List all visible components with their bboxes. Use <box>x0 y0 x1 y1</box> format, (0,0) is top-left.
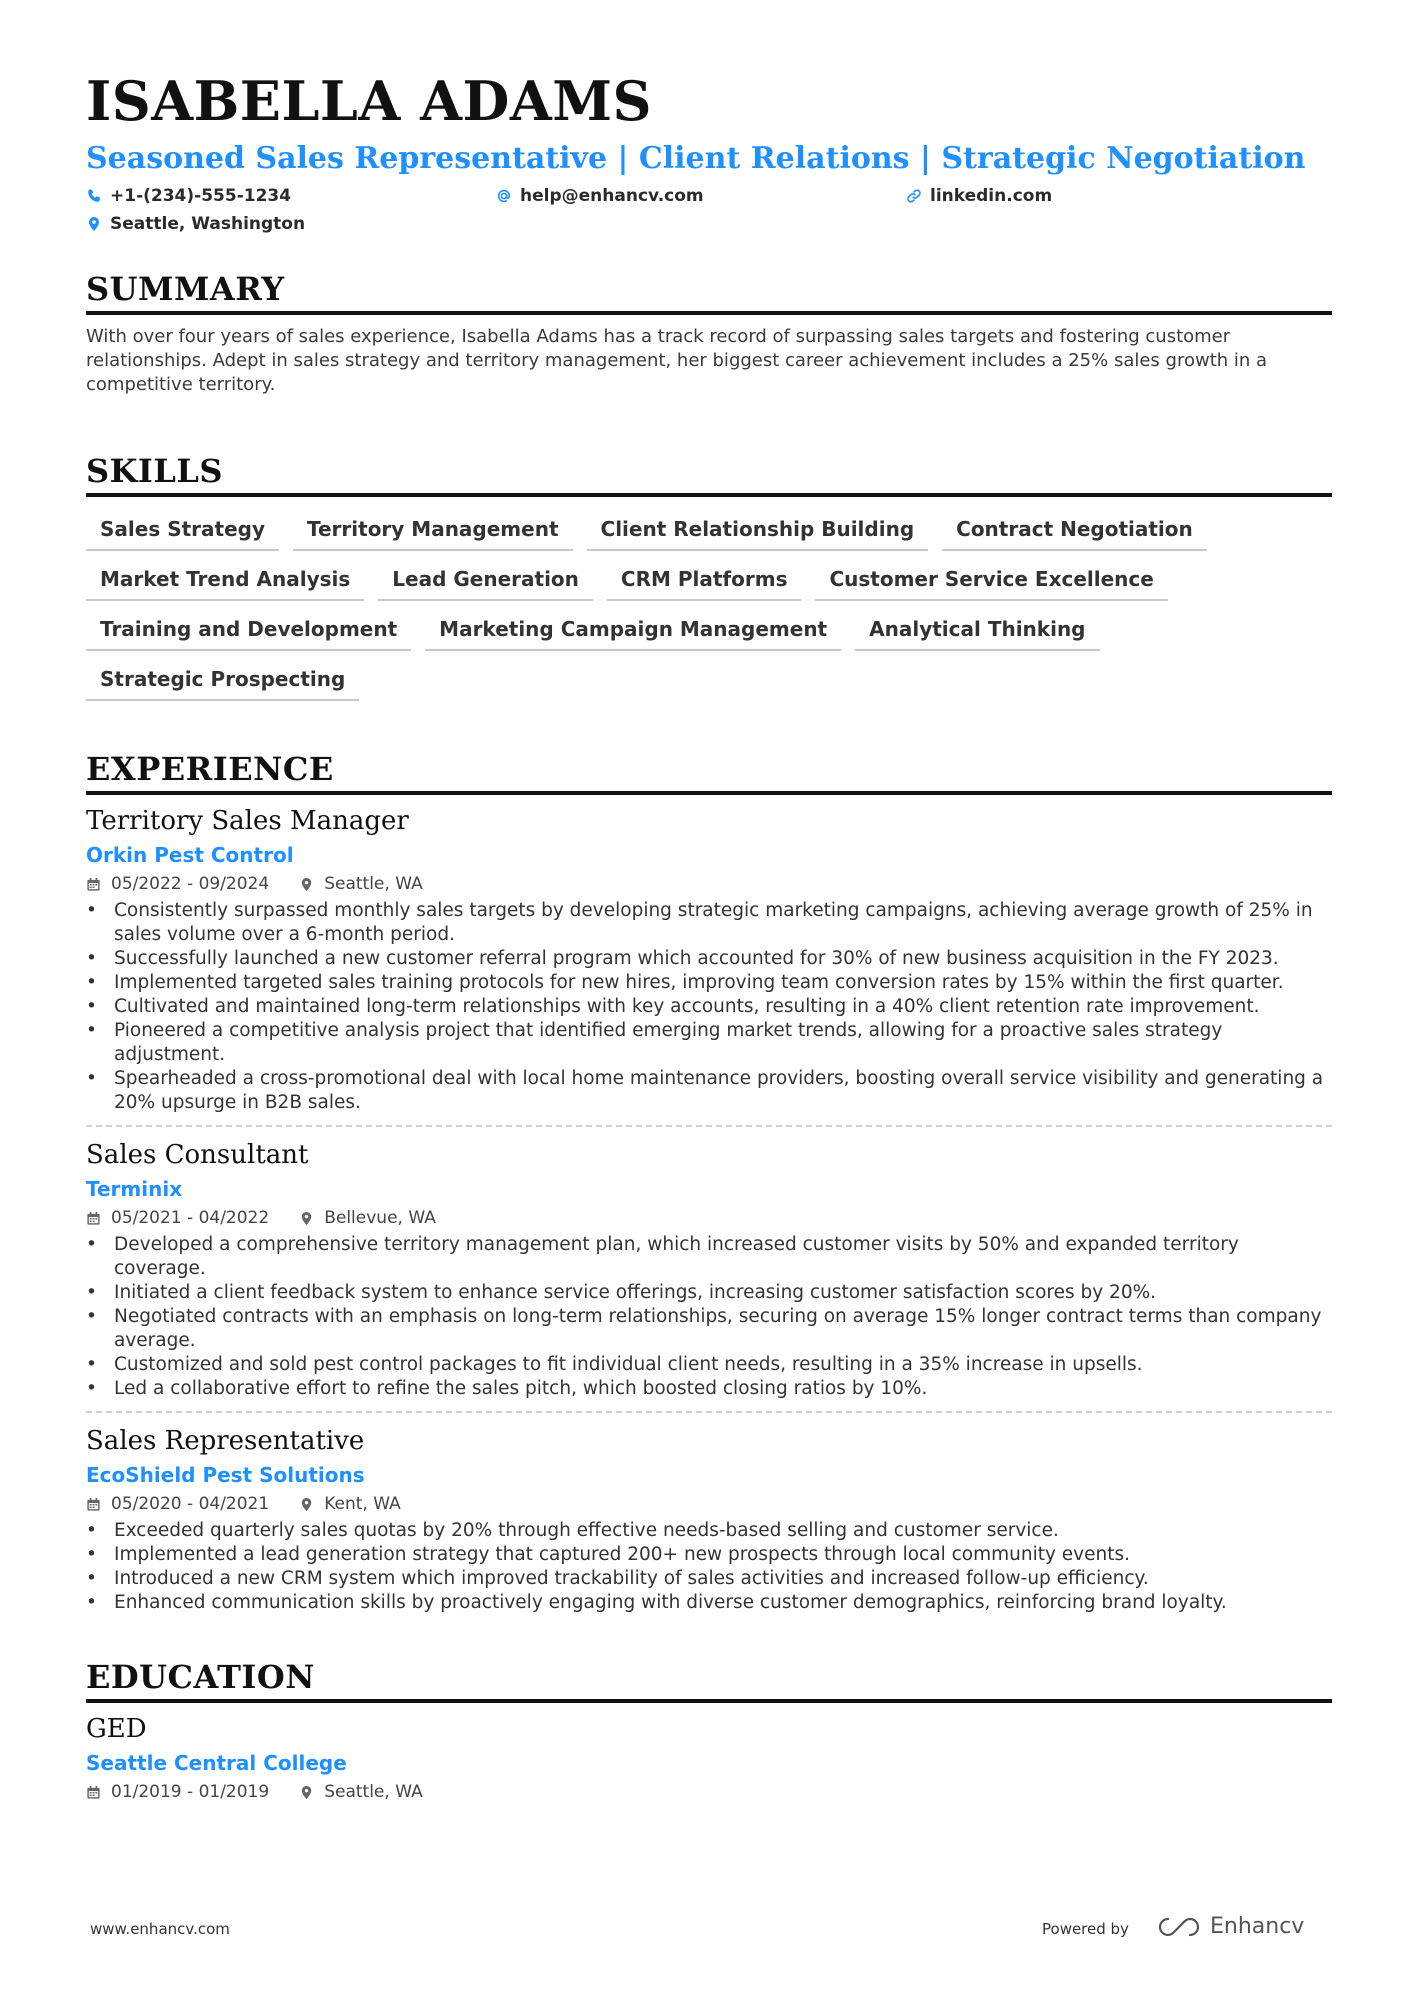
enhancv-logo-icon <box>1156 1915 1202 1939</box>
contact-phone[interactable] <box>86 185 496 207</box>
list-item: • Led a collaborative effort to refine the sales pitch, which boosted closing ratios by 10%. <box>86 1377 1332 1401</box>
contact-info <box>86 185 1332 235</box>
job-location-text: Seattle, WA <box>324 874 423 894</box>
summary-heading: SUMMARY <box>86 273 1332 315</box>
skill-tag: CRM Platforms <box>607 559 802 601</box>
linkedin-text: linkedin.com <box>930 186 1053 206</box>
calendar-icon <box>86 1497 101 1512</box>
job-entry <box>86 1411 1332 1625</box>
job-dates: 05/2022 - 09/2024 <box>111 874 270 894</box>
summary-text: With over four years of sales experience, Isabella Adams has a track record of surpassing sales targets and fostering customer relationships. Adept in sales strategy and territory management, her biggest career achievement includes a 25% sales growth in a competitive territory. <box>86 326 1268 395</box>
enhancv-brand[interactable] <box>1156 1914 1304 1939</box>
skill-tag: Territory Management <box>293 509 573 551</box>
resume-page <box>86 69 1332 1803</box>
list-item: • Pioneered a competitive analysis project that identified emerging market trends, allowing for a proactive sales strategy adjustment. <box>86 1019 1332 1067</box>
job-title: Sales Consultant <box>86 1140 309 1170</box>
skill-tag: Marketing Campaign Management <box>425 609 841 651</box>
experience-section <box>86 750 1332 1625</box>
skill-tag: Market Trend Analysis <box>86 559 364 601</box>
footer-url-link[interactable]: www.enhancv.com <box>90 1920 230 1938</box>
page-footer <box>90 1916 1330 1946</box>
job-entry <box>86 1125 1332 1411</box>
contact-email[interactable] <box>496 185 906 207</box>
list-item: • Successfully launched a new customer referral program which accounted for 30% of new business acquisition in the FY 2023. <box>86 947 1332 971</box>
headline: Seasoned Sales Representative | Client Relations | Strategic Negotiation <box>86 141 1306 176</box>
list-item: • Implemented a lead generation strategy that captured 200+ new prospects through local community events. <box>86 1543 1332 1567</box>
education-heading: EDUCATION <box>86 1661 1332 1703</box>
skill-tag: Lead Generation <box>378 559 593 601</box>
job-location <box>299 873 423 895</box>
education-section <box>86 1658 1332 1803</box>
contact-linkedin[interactable] <box>906 185 1316 207</box>
list-item: • Cultivated and maintained long-term relationships with key accounts, resulting in a 40% client retention rate improvement. <box>86 995 1332 1019</box>
list-item: • Introduced a new CRM system which improved trackability of sales activities and increased follow-up efficiency. <box>86 1567 1332 1591</box>
skill-tag: Sales Strategy <box>86 509 279 551</box>
skill-tag: Customer Service Excellence <box>815 559 1167 601</box>
job-title: Territory Sales Manager <box>86 806 409 836</box>
list-item: • Consistently surpassed monthly sales targets by developing strategic marketing campaigns, achieving average growth of 25% in sales volume over a 6-month period. <box>86 899 1332 947</box>
list-item: • Developed a comprehensive territory management plan, which increased customer visits by 50% and expanded territory coverage. <box>86 1233 1332 1281</box>
education-dates: 01/2019 - 01/2019 <box>111 1782 270 1802</box>
contact-location <box>86 213 496 235</box>
location-pin-icon <box>299 1785 314 1800</box>
job-meta <box>86 1493 1332 1515</box>
education-location-text: Seattle, WA <box>324 1782 423 1802</box>
company-name: Orkin Pest Control <box>86 843 294 867</box>
location-pin-icon <box>299 877 314 892</box>
education-location <box>299 1781 423 1803</box>
job-dates: 05/2020 - 04/2021 <box>111 1494 270 1514</box>
skills-section <box>86 452 1332 709</box>
list-item: • Exceeded quarterly sales quotas by 20% through effective needs-based selling and customer service. <box>86 1519 1332 1543</box>
skill-tag: Analytical Thinking <box>855 609 1099 651</box>
job-entry <box>86 805 1332 1125</box>
phone-icon <box>86 188 102 204</box>
list-item: • Customized and sold pest control packages to fit individual client needs, resulting in a 35% increase in upsells. <box>86 1353 1332 1377</box>
job-bullets <box>86 1233 1332 1401</box>
list-item: • Enhanced communication skills by proactively engaging with diverse customer demographics, reinforcing brand loyalty. <box>86 1591 1332 1615</box>
job-location <box>299 1207 436 1229</box>
job-location-text: Kent, WA <box>324 1494 401 1514</box>
job-meta <box>86 1207 1332 1229</box>
job-bullets <box>86 899 1332 1115</box>
list-item: • Implemented targeted sales training protocols for new hires, improving team conversion rates by 15% within the first quarter. <box>86 971 1332 995</box>
job-location <box>299 1493 401 1515</box>
candidate-name: ISABELLA ADAMS <box>86 69 652 133</box>
school-name: Seattle Central College <box>86 1751 347 1775</box>
calendar-icon <box>86 1785 101 1800</box>
link-icon <box>906 188 922 204</box>
skill-tag: Training and Development <box>86 609 411 651</box>
location-pin-icon <box>299 1211 314 1226</box>
skill-tag: Strategic Prospecting <box>86 659 359 701</box>
skills-heading: SKILLS <box>86 455 1332 497</box>
powered-by-label: Powered by <box>1042 1920 1129 1938</box>
company-name: EcoShield Pest Solutions <box>86 1463 365 1487</box>
job-dates: 05/2021 - 04/2022 <box>111 1208 270 1228</box>
location-text: Seattle, Washington <box>110 214 306 234</box>
location-pin-icon <box>86 216 102 232</box>
education-meta <box>86 1781 1332 1803</box>
list-item: • Spearheaded a cross-promotional deal with local home maintenance providers, boosting overall service visibility and generating a 20% upsurge in B2B sales. <box>86 1067 1332 1115</box>
phone-text: +1-(234)-555-1234 <box>110 186 292 206</box>
degree-title: GED <box>86 1714 147 1744</box>
skill-tag: Client Relationship Building <box>587 509 929 551</box>
summary-section <box>86 270 1332 397</box>
brand-name: Enhancv <box>1210 1914 1305 1939</box>
calendar-icon <box>86 877 101 892</box>
company-name: Terminix <box>86 1177 183 1201</box>
job-title: Sales Representative <box>86 1426 365 1456</box>
skill-tag: Contract Negotiation <box>942 509 1207 551</box>
job-bullets <box>86 1519 1332 1615</box>
calendar-icon <box>86 1211 101 1226</box>
job-location-text: Bellevue, WA <box>324 1208 436 1228</box>
job-meta <box>86 873 1332 895</box>
at-icon <box>496 188 512 204</box>
skills-list <box>86 509 1332 709</box>
location-pin-icon <box>299 1497 314 1512</box>
experience-heading: EXPERIENCE <box>86 753 1332 795</box>
list-item: • Initiated a client feedback system to enhance service offerings, increasing customer satisfaction scores by 20%. <box>86 1281 1332 1305</box>
list-item: • Negotiated contracts with an emphasis on long-term relationships, securing on average 15% longer contract terms than company average. <box>86 1305 1332 1353</box>
email-text: help@enhancv.com <box>520 186 704 206</box>
